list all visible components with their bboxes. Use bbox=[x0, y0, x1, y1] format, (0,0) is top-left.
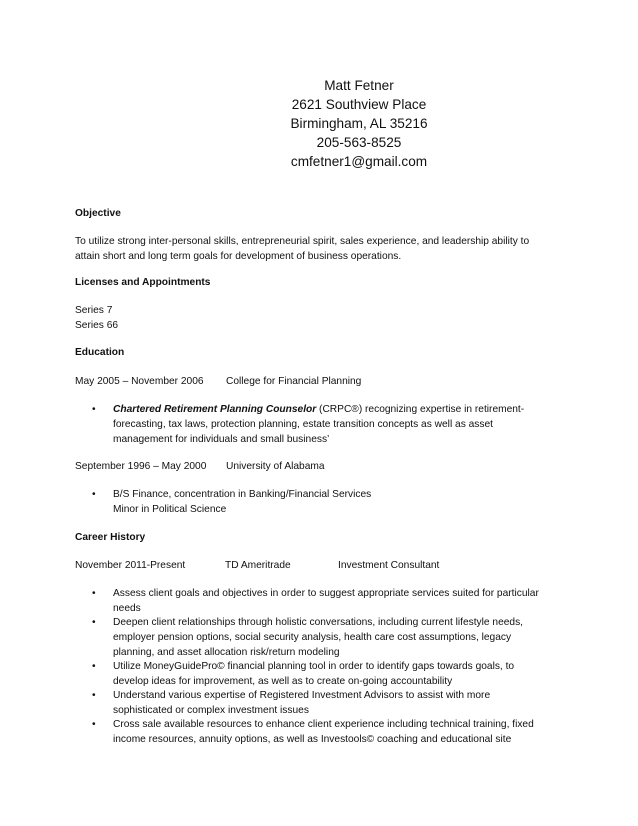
license-item: Series 7 bbox=[75, 305, 113, 316]
education-heading: Education bbox=[75, 347, 125, 358]
contact-city: Birmingham, AL 35216 bbox=[290, 116, 428, 131]
career-bullet-line: Understand various expertise of Registered Investment Advisors to assist with more bbox=[113, 690, 491, 701]
education-bullet-line-3: management for individuals and small business’ bbox=[113, 433, 330, 445]
career-bullet-line: sophisticated or complex investment issues bbox=[113, 704, 309, 716]
objective-text bbox=[75, 235, 555, 265]
objective-line-2: attain short and long term goals for development of business operations. bbox=[75, 250, 402, 262]
education-school: College for Financial Planning bbox=[226, 376, 362, 387]
education-school: University of Alabama bbox=[226, 461, 325, 472]
career-bullet-line: Utilize MoneyGuidePro© financial planning tool in order to identify gaps towards goals, to bbox=[113, 661, 515, 672]
objective-line-1: To utilize strong inter-personal skills, entrepreneurial spirit, sales experience, and leadership ability to bbox=[75, 236, 530, 247]
bullet-icon: • bbox=[92, 617, 96, 628]
minor-line: Minor in Political Science bbox=[113, 503, 227, 515]
bullet-icon: • bbox=[92, 690, 96, 701]
contact-header bbox=[0, 76, 638, 171]
education-dates: September 1996 – May 2000 bbox=[75, 461, 207, 472]
career-bullet-line: Assess client goals and objectives in order to suggest appropriate services suited for particular bbox=[113, 588, 539, 599]
career-bullet-line: income resources, annuity options, as well as Investools© coaching and educational site bbox=[113, 733, 512, 745]
education-bullet bbox=[92, 488, 562, 518]
career-heading: Career History bbox=[75, 532, 146, 543]
education-bullet-line-2: forecasting, tax laws, protection planning, estate transition concepts as well as asset bbox=[113, 418, 493, 430]
career-bullet-line: Cross sale available resources to enhance client experience including technical training, fixed bbox=[113, 719, 534, 730]
contact-email: cmfetner1@gmail.com bbox=[290, 154, 428, 169]
education-bullet-line-1 bbox=[113, 403, 563, 418]
degree-line: B/S Finance, concentration in Banking/Financial Services bbox=[113, 489, 372, 500]
career-bullet-line: planning, and asset allocation risk/return modeling bbox=[113, 646, 340, 658]
education-dates: May 2005 – November 2006 bbox=[75, 376, 204, 387]
certification-title: Chartered Retirement Planning Counselor bbox=[113, 404, 317, 415]
bullet-icon: • bbox=[92, 588, 96, 599]
job-dates: November 2011-Present bbox=[75, 560, 186, 571]
certification-desc: (CRPC®) recognizing expertise in retirement- bbox=[316, 404, 525, 415]
career-bullet-line: Deepen client relationships through holistic conversations, including current lifestyle needs, bbox=[113, 617, 523, 628]
bullet-icon: • bbox=[92, 661, 96, 672]
career-bullet-text bbox=[113, 689, 563, 719]
career-bullet-text bbox=[113, 616, 563, 660]
career-bullet-text bbox=[113, 660, 563, 690]
license-item: Series 66 bbox=[75, 320, 119, 331]
education-bullet bbox=[92, 403, 562, 448]
career-bullet-line: develop ideas for improvement, as well as to create on-going accountability bbox=[113, 675, 453, 687]
job-title: Investment Consultant bbox=[338, 560, 440, 571]
education-bullet-text bbox=[113, 403, 563, 447]
contact-street: 2621 Southview Place bbox=[291, 97, 427, 112]
education-bullet-text bbox=[113, 488, 563, 518]
career-bullet-line: needs bbox=[113, 602, 141, 614]
career-bullet-text bbox=[113, 587, 563, 617]
job-company: TD Ameritrade bbox=[225, 560, 291, 571]
bullet-icon: • bbox=[92, 719, 96, 730]
contact-name: Matt Fetner bbox=[324, 78, 394, 93]
bullet-icon: • bbox=[92, 404, 96, 415]
objective-heading: Objective bbox=[75, 208, 121, 219]
bullet-icon: • bbox=[92, 489, 96, 500]
licenses-heading: Licenses and Appointments bbox=[75, 277, 211, 288]
contact-phone: 205-563-8525 bbox=[316, 135, 402, 150]
career-bullet-text bbox=[113, 718, 563, 748]
career-bullet-line: employer pension options, social security analysis, health care cost assumptions, legacy bbox=[113, 631, 512, 643]
